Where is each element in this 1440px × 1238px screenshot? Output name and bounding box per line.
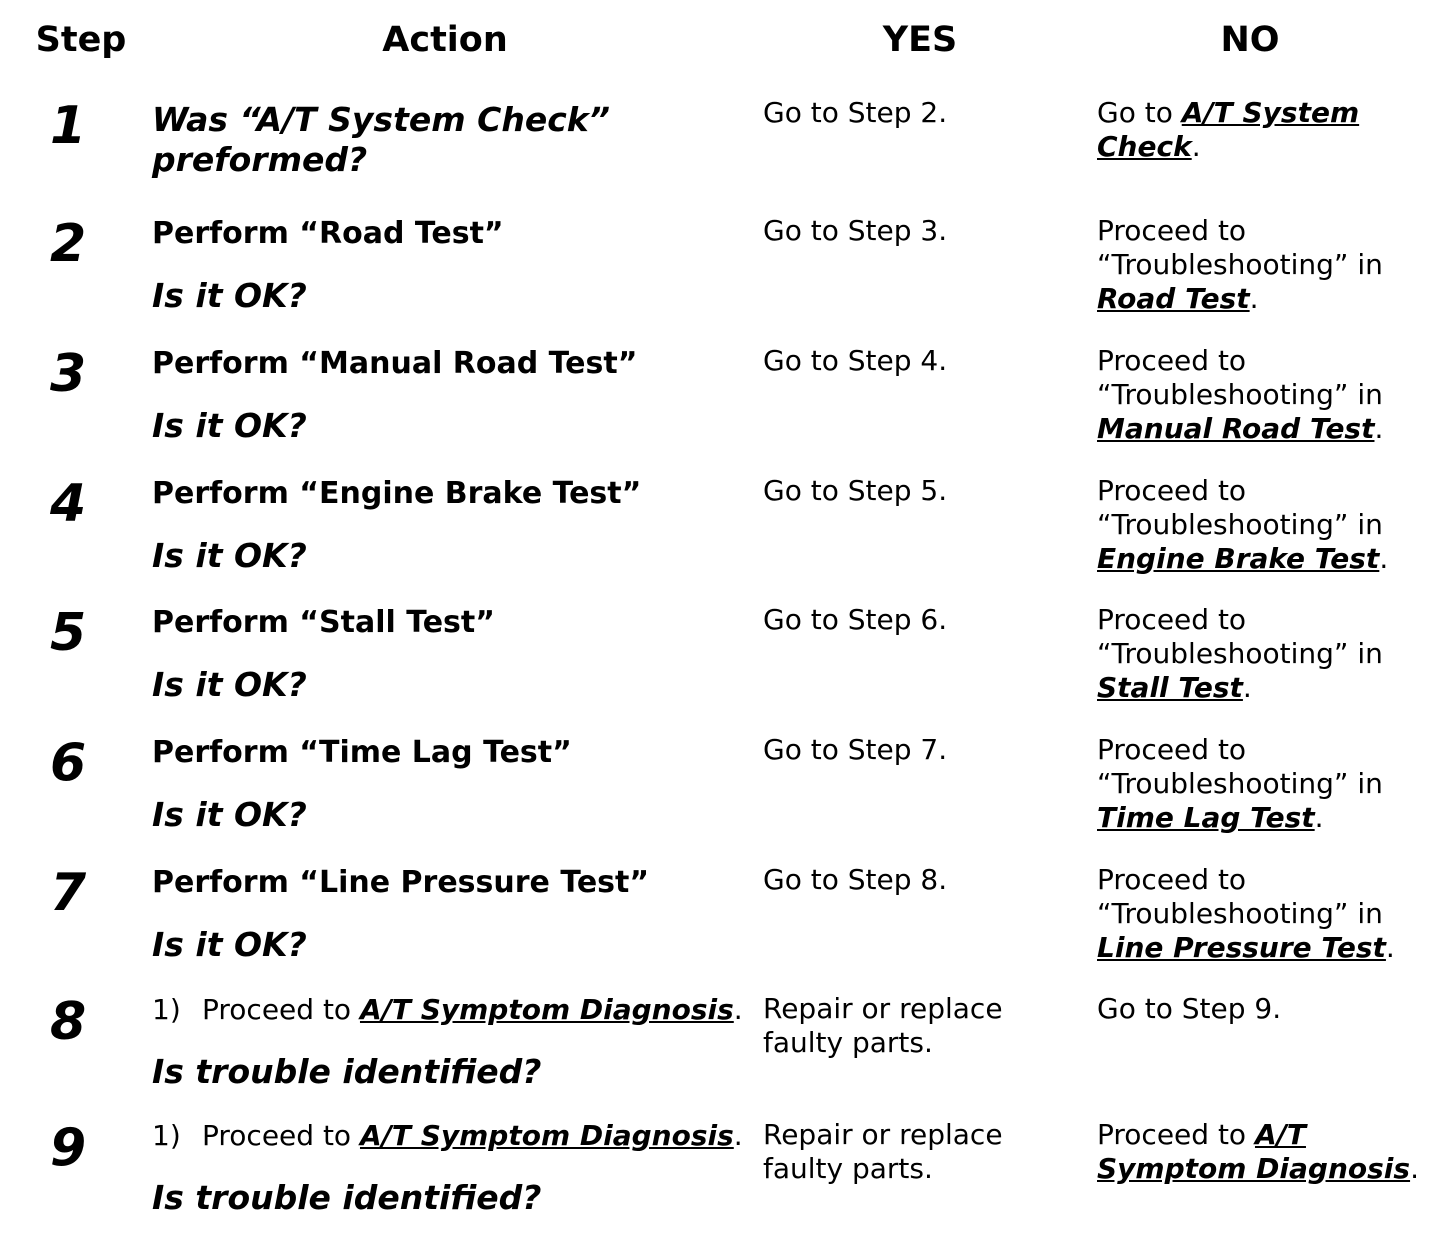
yes-cell: Go to Step 8.	[763, 863, 948, 896]
header-no: NO	[1220, 20, 1280, 60]
link-stall-test[interactable]: Stall Test	[1097, 671, 1243, 704]
action-cell	[152, 96, 752, 180]
yes-cell	[763, 1118, 1063, 1186]
question: Is trouble identified?	[152, 1052, 542, 1091]
header-action: Action	[382, 20, 508, 60]
no-line: Proceed to	[1097, 603, 1247, 636]
yes-cell: Go to Step 6.	[763, 603, 948, 636]
step-number: 4	[50, 474, 87, 534]
no-line: Proceed to	[1097, 863, 1247, 896]
instruction-number: 1)	[152, 993, 181, 1026]
step-number: 2	[50, 214, 87, 274]
no-line: “Troubleshooting” in	[1097, 508, 1383, 541]
no-suffix: .	[1249, 282, 1259, 315]
no-cell	[1097, 863, 1437, 965]
no-line: Proceed to	[1097, 733, 1247, 766]
instruction-prefix: Proceed to	[202, 993, 352, 1026]
no-line: “Troubleshooting” in	[1097, 637, 1383, 670]
no-cell	[1097, 1118, 1437, 1186]
step-number: 6	[50, 733, 87, 793]
yes-line: Repair or replace	[763, 992, 1003, 1025]
no-suffix: .	[1242, 671, 1252, 704]
action-cell	[152, 214, 752, 316]
step-number: 9	[50, 1118, 87, 1178]
yes-line: Repair or replace	[763, 1118, 1003, 1151]
instruction	[152, 1118, 752, 1154]
yes-cell: Go to Step 7.	[763, 733, 948, 766]
no-prefix: Go to	[1097, 96, 1173, 129]
action-cell	[152, 863, 752, 965]
action-title: Perform “Road Test”	[152, 216, 504, 251]
no-line: Proceed to	[1097, 344, 1247, 377]
link-at-symptom-diagnosis[interactable]: A/T Symptom Diagnosis	[359, 993, 734, 1026]
no-cell	[1097, 214, 1437, 316]
question: Is it OK?	[152, 925, 307, 964]
instruction-suffix: .	[733, 993, 743, 1026]
no-suffix: .	[1410, 1152, 1419, 1185]
no-line: Proceed to	[1097, 474, 1247, 507]
action-title: Perform “Stall Test”	[152, 605, 495, 640]
link-manual-road-test[interactable]: Manual Road Test	[1097, 412, 1375, 445]
question-line: Was “A/T System Check”	[152, 100, 610, 139]
link-at-system-check[interactable]: A/T System	[1181, 96, 1360, 129]
step-number: 5	[50, 603, 87, 663]
yes-cell: Go to Step 5.	[763, 474, 948, 507]
link-at-symptom-diagnosis-no[interactable]: A/T	[1254, 1118, 1306, 1151]
question: Is it OK?	[152, 795, 307, 834]
action-cell	[152, 474, 752, 576]
question: Is it OK?	[152, 536, 307, 575]
no-line: “Troubleshooting” in	[1097, 378, 1383, 411]
yes-cell: Go to Step 2.	[763, 96, 948, 129]
instruction-number: 1)	[152, 1119, 181, 1152]
no-suffix: .	[1385, 931, 1395, 964]
link-at-symptom-diagnosis[interactable]: A/T Symptom Diagnosis	[359, 1119, 734, 1152]
link-time-lag-test[interactable]: Time Lag Test	[1097, 801, 1315, 834]
question: Is trouble identified?	[152, 1178, 542, 1217]
instruction	[152, 992, 752, 1028]
no-suffix: .	[1374, 412, 1384, 445]
no-line: “Troubleshooting” in	[1097, 248, 1383, 281]
no-cell	[1097, 603, 1437, 705]
question: Is it OK?	[152, 276, 307, 315]
no-prefix: Proceed to	[1097, 1118, 1247, 1151]
no-suffix: .	[1379, 542, 1389, 575]
no-line: Proceed to	[1097, 214, 1247, 247]
action-cell	[152, 733, 752, 835]
no-cell	[1097, 474, 1437, 576]
no-cell: Go to Step 9.	[1097, 992, 1282, 1025]
step-number: 8	[50, 992, 87, 1052]
step-number: 3	[50, 344, 87, 404]
no-cell	[1097, 96, 1437, 164]
yes-line: faulty parts.	[763, 1026, 933, 1059]
action-title: Perform “Engine Brake Test”	[152, 476, 642, 511]
no-line: “Troubleshooting” in	[1097, 767, 1383, 800]
action-cell	[152, 603, 752, 705]
header-step: Step	[35, 20, 127, 60]
action-title: Perform “Manual Road Test”	[152, 346, 638, 381]
action-cell	[152, 992, 752, 1092]
action-title: Perform “Time Lag Test”	[152, 735, 572, 770]
header-yes: YES	[882, 20, 958, 60]
instruction-prefix: Proceed to	[202, 1119, 352, 1152]
yes-cell: Go to Step 4.	[763, 344, 948, 377]
question-line: preformed?	[152, 140, 368, 179]
step-number: 7	[50, 863, 87, 923]
no-suffix: .	[1314, 801, 1324, 834]
yes-line: faulty parts.	[763, 1152, 933, 1185]
action-cell	[152, 344, 752, 446]
no-line: “Troubleshooting” in	[1097, 897, 1383, 930]
step-number: 1	[50, 96, 87, 156]
yes-cell: Go to Step 3.	[763, 214, 948, 247]
question: Is it OK?	[152, 665, 307, 704]
link-at-symptom-diagnosis-no-cont[interactable]: Symptom Diagnosis	[1097, 1152, 1411, 1185]
no-cell	[1097, 344, 1437, 446]
action-cell	[152, 1118, 752, 1218]
link-engine-brake-test[interactable]: Engine Brake Test	[1097, 542, 1380, 575]
question: Is it OK?	[152, 406, 307, 445]
no-suffix: .	[1191, 130, 1201, 163]
yes-cell	[763, 992, 1063, 1060]
instruction-suffix: .	[733, 1119, 743, 1152]
no-cell	[1097, 733, 1437, 835]
link-at-system-check-cont[interactable]: Check	[1097, 130, 1192, 163]
link-line-pressure-test[interactable]: Line Pressure Test	[1097, 931, 1386, 964]
link-road-test[interactable]: Road Test	[1097, 282, 1250, 315]
action-title: Perform “Line Pressure Test”	[152, 865, 650, 900]
